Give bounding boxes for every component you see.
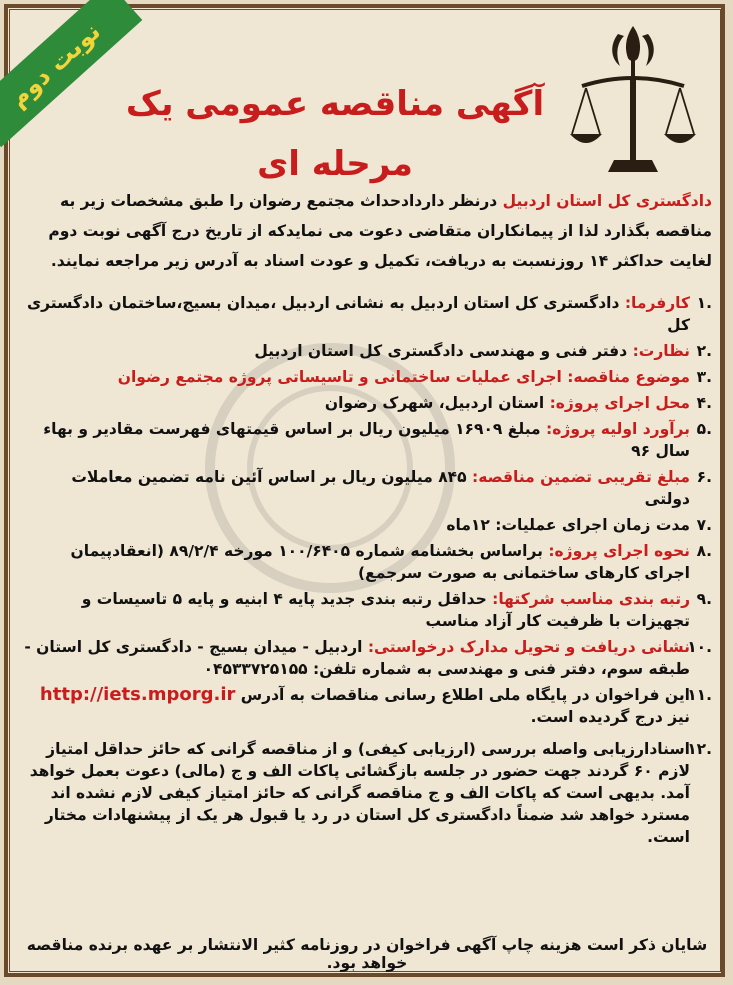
item-number: .۲	[696, 342, 712, 360]
item-value: اردبیل - میدان بسیج - دادگستری کل استان - طبقه سوم، دفتر فنی و مهندسی به شماره تلفن: ۰۴۵۳۳۷۲۵۱۵۵	[24, 638, 690, 678]
item-value: مدت زمان اجرای عملیات: ۱۲ماه	[446, 516, 690, 534]
item-value: حداقل رتبه بندی جدید پایه ۴ ابنیه و پایه ۵ تاسیسات و تجهیزات با ظرفیت کار آزاد مناسب	[81, 590, 690, 630]
footer-note: شایان ذکر است هزینه چاپ آگهی فراخوان در روزنامه کثیر الانتشار بر عهده برنده مناقصه خواهد بود.	[26, 936, 708, 972]
tender-items-list	[22, 292, 712, 852]
item-label: رتبه بندی مناسب شرکتها:	[492, 590, 690, 608]
item-label: کارفرما:	[624, 294, 690, 312]
item-number: .۸	[696, 542, 712, 560]
item-number: .۹	[696, 590, 712, 608]
item-number: .۳	[696, 368, 712, 386]
item-value: دادگستری کل استان اردبیل به نشانی اردبیل ،میدان بسیج،ساختمان دادگستری کل	[26, 294, 690, 334]
tender-portal-link[interactable]: http://iets.mporg.ir	[39, 684, 236, 705]
list-item	[22, 636, 712, 680]
item-value: اسنادارزیابی واصله بررسی (ارزیابی کیفی) و از مناقصه گرانی که حائز حداقل امتیاز لازم ۶۰ گردند جهت حضور در جلسه بازگشائی پاکات الف و ج (مالی) دعوت بعمل خواهد آمد. بدیهی است که پاکات الف و ج مناقصه گرانی که حائز امتیاز کیفی لازم نشده اند مسترد خواهد شد ضمناً دادگستری کل استان در رد یا قبول هر یک از پیشنهادات مختار است.	[29, 740, 690, 846]
intro-org: دادگستری کل استان اردبیل	[502, 192, 712, 210]
item-number: .۱۱	[687, 686, 712, 704]
item-number: .۱۰	[687, 638, 712, 656]
item-label: نحوه اجرای پروژه:	[548, 542, 690, 560]
list-item	[22, 392, 712, 414]
notice-title: آگهی مناقصه عمومی یک مرحله ای	[125, 84, 545, 184]
item-label: موضوع مناقصه:	[567, 368, 690, 386]
list-item	[22, 738, 712, 848]
item-number: .۵	[696, 420, 712, 438]
list-item	[22, 418, 712, 462]
item-value: استان اردبیل، شهرک رضوان	[324, 394, 550, 412]
item-value: این فراخوان در پایگاه ملی اطلاع رسانی مناقصات به آدرس	[235, 686, 690, 704]
round-badge-text: نوبت دوم	[4, 17, 106, 113]
item-value: اجرای عملیات ساختمانی و تاسیساتی پروژه مجتمع رضوان	[117, 368, 568, 386]
item-number: .۶	[696, 468, 712, 486]
item-value: براساس بخشنامه شماره ۱۰۰/۶۴۰۵ مورخه ۸۹/۲/۴ (انعقادپیمان اجرای کارهای ساختمانی به صورت سرجمع)	[70, 542, 690, 582]
item-number: .۴	[696, 394, 712, 412]
intro-paragraph	[22, 186, 712, 276]
list-item	[22, 588, 712, 632]
item-label: برآورد اولیه پروژه:	[546, 420, 690, 438]
list-item	[22, 514, 712, 536]
list-item	[22, 684, 712, 728]
item-number: .۱۲	[687, 740, 712, 758]
list-item	[22, 540, 712, 584]
item-value-continued: نیز درج گردیده است.	[530, 708, 690, 726]
item-label: مبلغ تقریبی تضمین مناقصه:	[472, 468, 690, 486]
item-number: .۱	[696, 294, 712, 312]
list-item	[22, 340, 712, 362]
list-item	[22, 366, 712, 388]
list-item	[22, 466, 712, 510]
item-value: مبلغ ۱۶۹۰۹ میلیون ریال بر اساس قیمتهای فهرست مقادیر و بهاء سال ۹۶	[43, 420, 690, 460]
item-label: نظارت:	[632, 342, 690, 360]
item-number: .۷	[696, 516, 712, 534]
item-value: ۸۴۵ میلیون ریال بر اساس آئین نامه تضمین معاملات دولتی	[71, 468, 690, 508]
item-label: نشانی دریافت و تحویل مدارک درخواستی:	[367, 638, 690, 656]
intro-text: درنظر داردادحداث مجتمع رضوان را طبق مشخصات زیر به مناقصه بگذارد لذا از پیمانکاران متقاضی دعوت می نمایدکه از تاریخ درج آگهی نوبت دوم لغایت حداکثر ۱۴ روزنسبت به دریافت، تکمیل و عودت اسناد به آدرس زیر مراجعه نمایند.	[48, 192, 712, 270]
item-value: دفتر فنی و مهندسی دادگستری کل استان اردبیل	[254, 342, 633, 360]
item-label: محل اجرای پروژه:	[549, 394, 690, 412]
scales-of-justice-emblem-icon	[568, 22, 698, 182]
list-item	[22, 292, 712, 336]
